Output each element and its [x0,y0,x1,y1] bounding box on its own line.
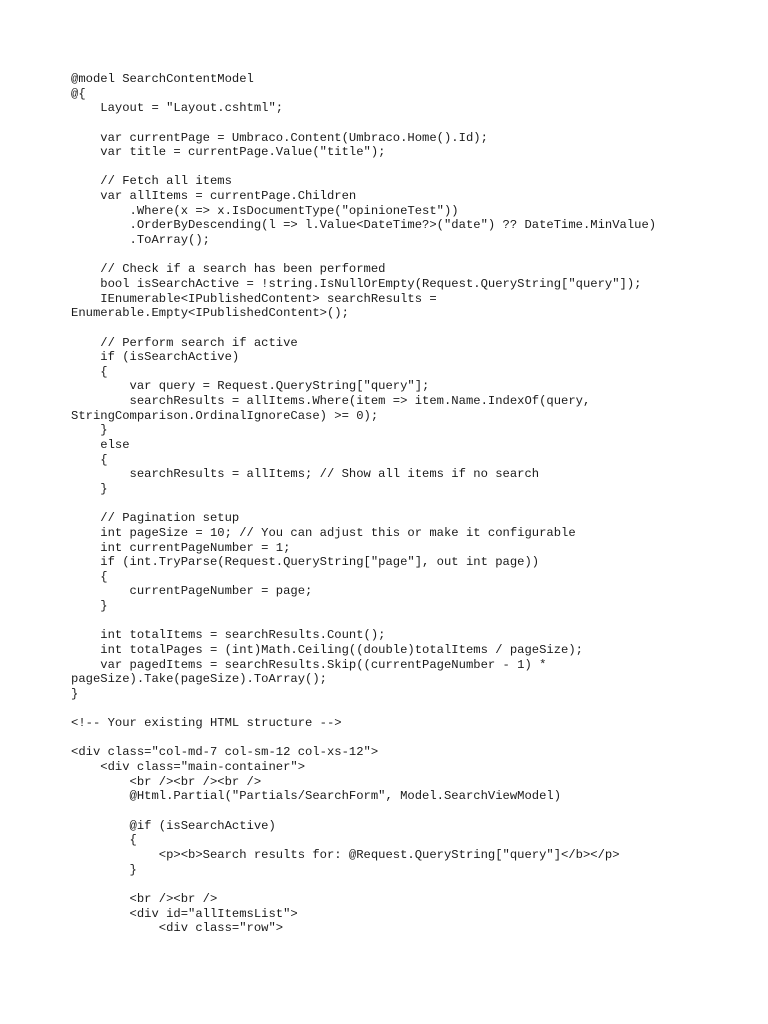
code-line: if (int.TryParse(Request.QueryString["page"], out int page)) [71,555,540,570]
code-line: { [71,833,137,848]
code-line: if (isSearchActive) [71,350,240,365]
code-line [71,116,656,131]
code-line: <p><b>Search results for: @Request.QueryString["query"]</b></p> [71,847,620,862]
code-line [71,321,656,336]
code-line: searchResults = allItems; // Show all items if no search [71,467,540,482]
code-line: Enumerable.Empty<IPublishedContent>(); [71,306,349,321]
code-line: { [71,452,108,467]
code-line [71,248,656,263]
code-line: var allItems = currentPage.Children [71,189,357,204]
code-line: <div id="allItemsList"> [71,906,298,921]
code-line [71,731,656,746]
code-line [71,702,656,717]
code-line: // Fetch all items [71,174,232,189]
code-line: <br /><br /><br /> [71,774,262,789]
code-line: int pageSize = 10; // You can adjust this or make it configurable [71,525,576,540]
code-line: .ToArray(); [71,233,210,248]
code-line: var pagedItems = searchResults.Skip((currentPageNumber - 1) * [71,657,547,672]
code-line: .OrderByDescending(l => l.Value<DateTime?>("date") ?? DateTime.MinValue) [71,218,657,233]
code-line: // Pagination setup [71,511,240,526]
code-line [71,614,656,629]
code-line: StringComparison.OrdinalIgnoreCase) >= 0); [71,408,379,423]
code-line: searchResults = allItems.Where(item => item.Name.IndexOf(query, [71,394,591,409]
code-listing [71,72,656,936]
code-line: { [71,569,108,584]
code-line: } [71,599,108,614]
code-line: IEnumerable<IPublishedContent> searchResults = [71,291,437,306]
code-line [71,160,656,175]
code-line: @model SearchContentModel [71,72,254,86]
code-line: } [71,862,137,877]
code-line [71,497,656,512]
code-line: @Html.Partial("Partials/SearchForm", Model.SearchViewModel) [71,789,562,804]
code-line: } [71,481,108,496]
code-line: int currentPageNumber = 1; [71,540,291,555]
code-line: var query = Request.QueryString["query"]; [71,379,430,394]
code-line: // Perform search if active [71,335,298,350]
code-line: currentPageNumber = page; [71,584,313,599]
code-line [71,877,656,892]
code-line: } [71,686,79,701]
code-line: <br /><br /> [71,891,218,906]
code-line: <!-- Your existing HTML structure --> [71,716,342,731]
code-line: } [71,423,108,438]
code-line: pageSize).Take(pageSize).ToArray(); [71,672,327,687]
code-line: <div class="row"> [71,921,284,936]
code-line: // Check if a search has been performed [71,262,386,277]
code-line: else [71,438,130,453]
code-line [71,804,656,819]
code-line: int totalPages = (int)Math.Ceiling((double)totalItems / pageSize); [71,642,583,657]
code-line: .Where(x => x.IsDocumentType("opinioneTest")) [71,203,459,218]
code-line: { [71,364,108,379]
code-line: @if (isSearchActive) [71,818,276,833]
code-line: @{ [71,86,86,101]
code-line: var currentPage = Umbraco.Content(Umbraco.Home().Id); [71,130,488,145]
code-line: int totalItems = searchResults.Count(); [71,628,386,643]
code-line: <div class="col-md-7 col-sm-12 col-xs-12"> [71,745,379,760]
code-line: Layout = "Layout.cshtml"; [71,101,284,116]
code-line: var title = currentPage.Value("title"); [71,145,386,160]
code-line: bool isSearchActive = !string.IsNullOrEmpty(Request.QueryString["query"]); [71,276,642,291]
code-line: <div class="main-container"> [71,760,306,775]
